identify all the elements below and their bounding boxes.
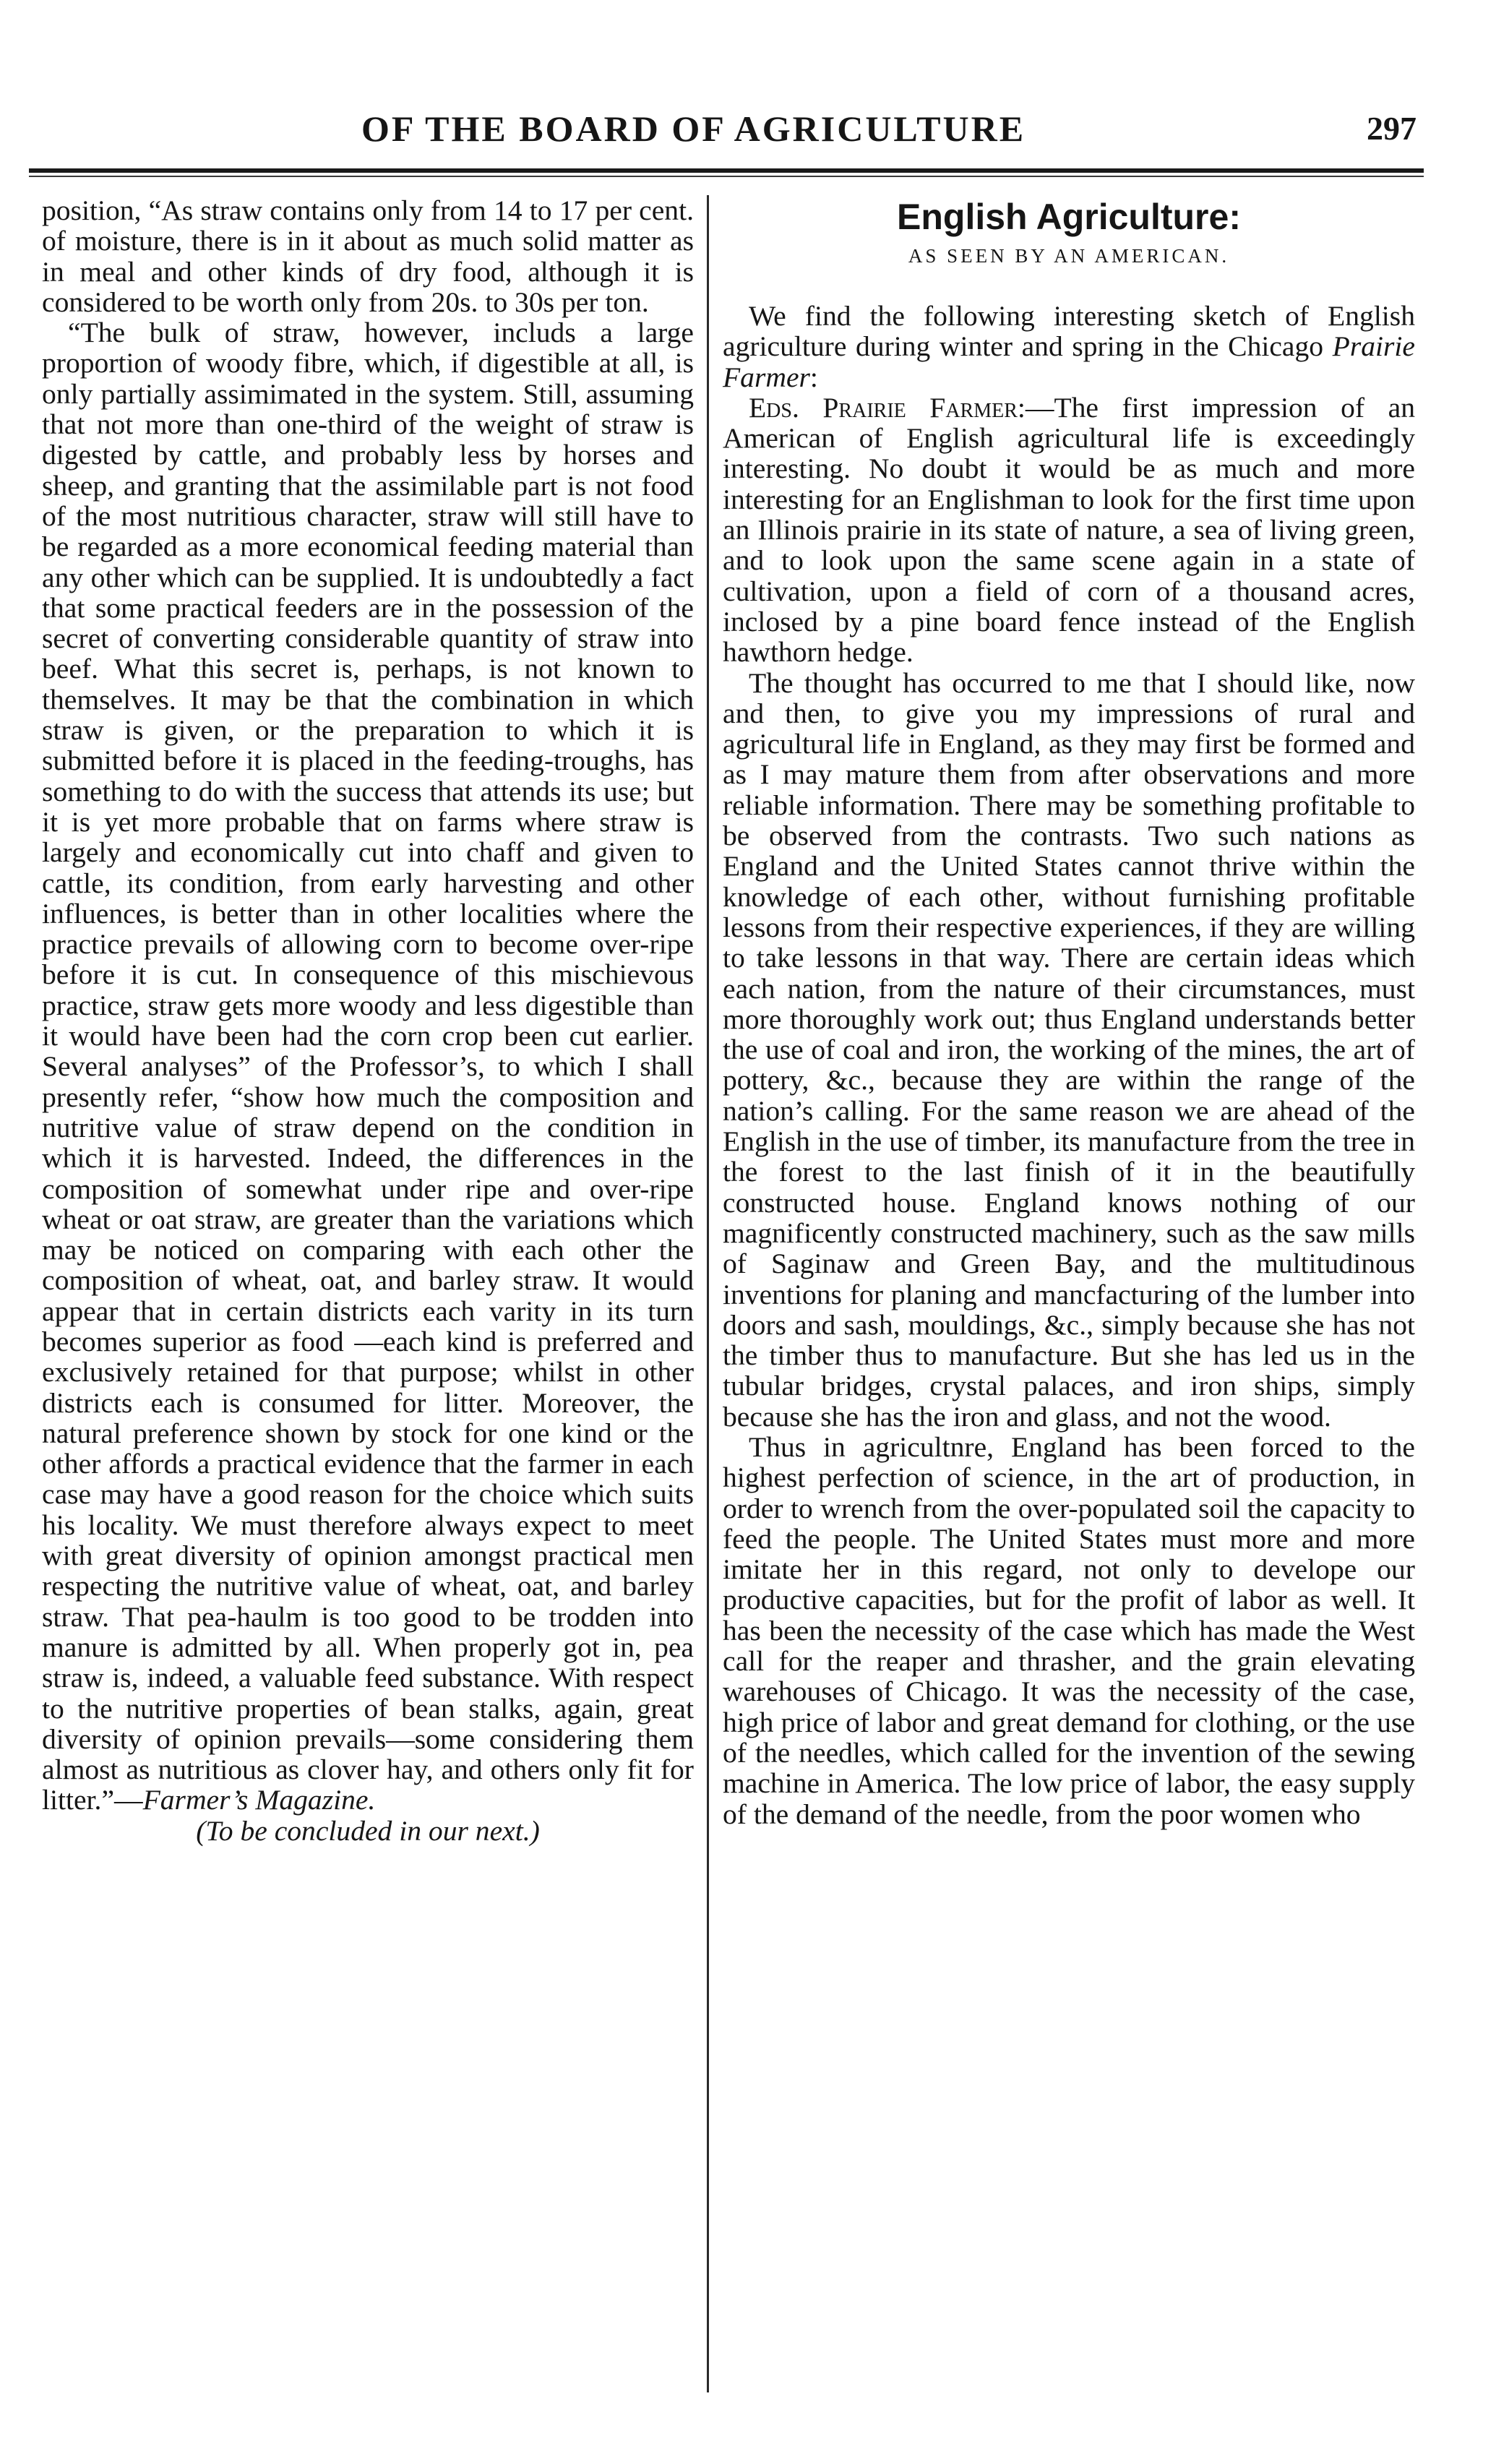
page-number: 297 xyxy=(1367,110,1417,147)
article-subtitle: AS SEEN BY AN AMERICAN. xyxy=(908,245,1230,267)
right-column xyxy=(723,195,1415,1829)
header-rule-thin xyxy=(29,176,1424,177)
left-paragraph xyxy=(42,317,694,1816)
running-title: OF THE BOARD OF AGRICULTURE xyxy=(361,108,1026,149)
letter-start: :—The first impression of an American of English agricultural life is exceedingly interesting. No doubt it would be as much and more interesting for an Englishman to look for the first time upon an Illinois prairie in its state of nature, a sea of living green, and to look upon the same scene again in a state of cultivation, upon a field of corn of a thousand acres, inclosed by a pine board fence instead of the English hawthorn hedge. xyxy=(723,391,1415,669)
intro-end: : xyxy=(809,361,818,393)
left-paragraph-text: “The bulk of straw, however, includs a large proportion of woody fibre, which, if digestible at all, is only partially assimimated in the system. Still, assuming that not more than one-third of the weight of straw is digested by cattle, and probably less by horses and sheep, and granting that the assimilable part is not food of the most nutritious character, straw will still have to be regarded as a more economical feeding material than any other which can be supplied. It is undoubtedly a fact that some practical feeders are in the possession of the secret of converting considerable quantity of straw into beef. What this secret is, perhaps, is not known to themselves. It may be that the combination in which straw is given, or the preparation to which it is submitted before it is placed in the feeding-troughs, has something to do with the success that attends its use; but it is yet more probable that on farms where straw is largely and economically cut into chaff and given to cattle, its condition, from early harvesting and other influences, is better than in other localities where the practice prevails of allowing corn to become over-ripe before it is cut. In consequence of this mischievous practice, straw gets more woody and less digestible than it would have been had the corn crop been cut earlier. Several analyses” of the Professor’s, to which I shall presently refer, “show how much the composition and nutritive value of straw depend on the condition in which it is harvested. Indeed, the differences in the composition of somewhat under ripe and over-ripe wheat or oat straw, are greater than the variations which may be noticed on comparing with each other the composition of wheat, oat, and barley straw. It would appear that in certain districts each varity in its turn becomes superior as food —each kind is preferred and exclusively retained for that purpose; whilst in other districts each is consumed for litter. Moreover, the natural preference shown by stock for one kind or the other affords a practical evidence that the farmer in each case may have a good reason for the choice which suits his locality. We must therefore always expect to meet with great diversity of opinion amongst practical men respecting the nutritive value of wheat, oat, and barley straw. That pea-haulm is too good to be trodden into manure is admitted by all. When properly got in, pea straw is, indeed, a valuable feed substance. With respect to the nutritive properties of bean stalks, again, great diversity of opinion prevails—some considering them almost as nutritious as clover hay, and others only fit for litter.”— xyxy=(42,317,694,1816)
running-head xyxy=(0,107,1496,158)
right-paragraph: Thus in agricultnre, England has been forced to the highest perfection of science, in the art of production, in order to wrench from the over-populated soil the capacity to feed the people. The United States must more and more imitate her in this regard, not only to develope our productive capacities, but for the profit of labor as well. It has been the necessity of the case which has made the West call for the reaper and thrasher, and the grain elevating warehouses of Chicago. It was the necessity of the case, high price of labor and great demand for clothing, or the use of the needles, which called for the invention of the sewing machine in America. The low price of labor, the easy supply of the demand of the needle, from the poor women who xyxy=(723,1430,1415,1830)
salutation: Eds. Prairie Farmer xyxy=(749,391,1018,424)
continued-note: (To be concluded in our next.) xyxy=(196,1814,540,1847)
header-rule xyxy=(29,168,1424,173)
column-divider xyxy=(707,195,709,2392)
right-paragraph: The thought has occurred to me that I should like, now and then, to give you my impressions of rural and agricultural life in England, as they may first be formed and as I may mature them from after observations and more reliable information. There may be something profitable to be observed from the contrasts. Two such nations as England and the United States cannot thrive within the knowledge of each other, without furnishing profitable lessons from their respective experiences, if they are willing to take lessons in that way. There are certain ideas which each nation, from the nature of their circumstances, must more thoroughly work out; thus England understands better the use of coal and iron, the working of the mines, the art of pottery, &c., because they are within the range of the nation’s calling. For the same reason we are ahead of the English in the use of timber, its manufacture from the tree in the forest to the last finish of it in the beautifully constructed house. England knows nothing of our magnificently constructed machinery, such as the saw mills of Saginaw and Green Bay, and the multitudinous inventions for planing and mancfacturing of the lumber into doors and sash, mouldings, &c., simply because she has not the timber thus to manufacture. But she has led us in the tubular bridges, crystal palaces, and iron ships, simply because she has the iron and glass, and not the wood. xyxy=(723,666,1415,1433)
intro-source: Prairie Farmer xyxy=(723,330,1415,393)
article-title: English Agriculture: xyxy=(897,197,1241,237)
letter-paragraph xyxy=(723,392,1415,668)
intro-paragraph xyxy=(723,301,1415,392)
left-paragraph: position, “As straw contains only from 14 to 17 per cent. of moisture, there is in it about as much solid matter as in meal and other kinds of dry food, although it is considered to be worth only from 20s. to 30s per ton. xyxy=(42,194,694,318)
intro-text: We find the following interesting sketch of English agriculture during winter and spring in the Chicago xyxy=(723,300,1415,363)
source-attribution: Farmer’s Magazine. xyxy=(142,1784,376,1816)
left-column xyxy=(42,195,694,1846)
